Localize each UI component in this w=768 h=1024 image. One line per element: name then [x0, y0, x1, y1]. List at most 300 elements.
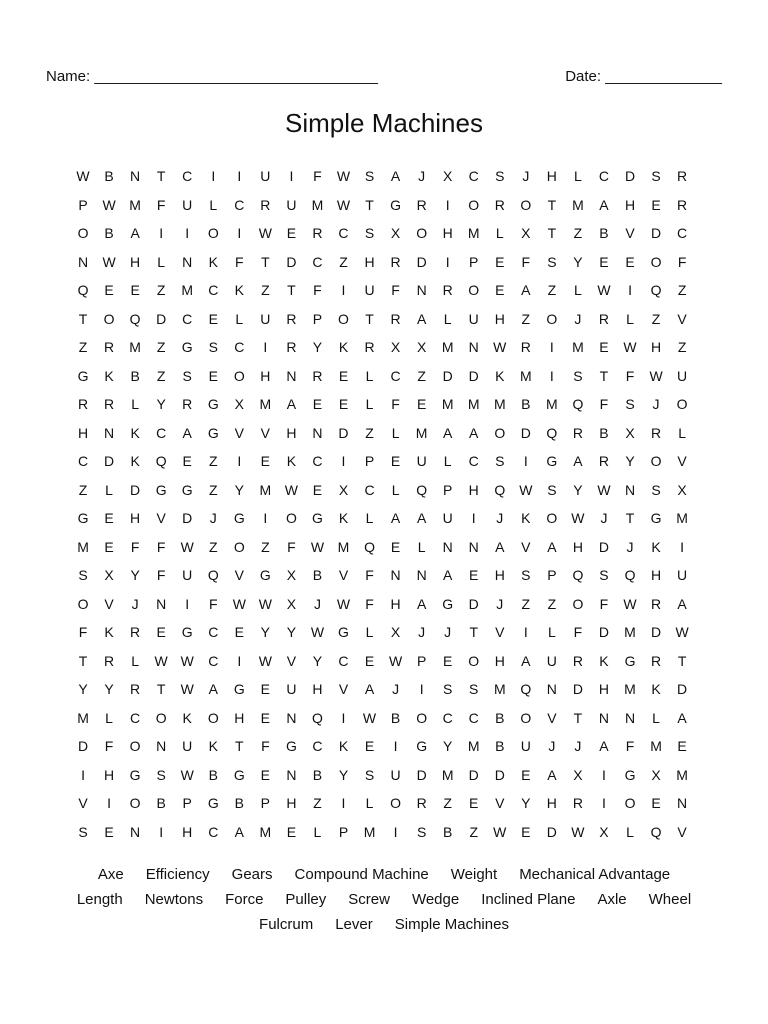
grid-letter[interactable]: L — [574, 282, 582, 299]
grid-letter[interactable]: Y — [521, 795, 531, 812]
grid-letter[interactable]: W — [362, 709, 377, 726]
name-field[interactable]: Name: __________________________________ — [46, 68, 378, 85]
grid-letter[interactable]: R — [286, 310, 297, 327]
grid-letter[interactable]: Y — [234, 481, 244, 498]
grid-letter[interactable]: A — [416, 310, 427, 327]
grid-letter[interactable]: X — [390, 339, 401, 356]
grid-letter[interactable]: Y — [260, 624, 271, 641]
grid-letter[interactable]: B — [599, 225, 609, 242]
grid-letter[interactable]: O — [468, 196, 480, 213]
grid-letter[interactable]: G — [207, 795, 219, 812]
grid-letter[interactable]: O — [468, 652, 480, 669]
grid-letter[interactable]: S — [78, 567, 88, 584]
grid-letter[interactable]: C — [182, 168, 193, 185]
grid-letter[interactable]: W — [154, 652, 168, 669]
grid-letter[interactable]: J — [522, 168, 530, 185]
grid-letter[interactable]: F — [521, 253, 531, 270]
grid-letter[interactable]: Y — [156, 396, 166, 413]
grid-letter[interactable]: W — [180, 538, 194, 555]
grid-letter[interactable]: H — [390, 595, 401, 612]
grid-letter[interactable]: A — [416, 510, 427, 527]
grid-letter[interactable]: R — [260, 196, 271, 213]
grid-letter[interactable]: N — [468, 339, 479, 356]
grid-letter[interactable]: B — [312, 766, 323, 783]
grid-letter[interactable]: W — [180, 652, 194, 669]
grid-letter[interactable]: C — [130, 709, 141, 726]
grid-letter[interactable]: E — [469, 795, 479, 812]
grid-letter[interactable]: W — [571, 823, 585, 840]
grid-letter[interactable]: E — [234, 624, 244, 641]
grid-letter[interactable]: C — [208, 624, 219, 641]
grid-letter[interactable]: E — [312, 396, 323, 413]
grid-letter[interactable]: D — [624, 168, 636, 185]
grid-letter[interactable]: R — [677, 168, 688, 185]
grid-letter[interactable]: E — [521, 823, 531, 840]
grid-letter[interactable]: C — [598, 168, 610, 185]
grid-letter[interactable]: C — [390, 367, 401, 384]
grid-letter[interactable]: G — [181, 339, 193, 356]
grid-letter[interactable]: E — [443, 652, 453, 669]
grid-letter[interactable]: J — [444, 624, 452, 641]
grid-letter[interactable]: I — [628, 282, 632, 299]
grid-letter[interactable]: N — [312, 424, 323, 441]
grid-letter[interactable]: L — [313, 823, 322, 840]
grid-letter[interactable]: T — [573, 709, 583, 726]
grid-letter[interactable]: Q — [650, 282, 662, 299]
grid-letter[interactable]: H — [624, 196, 636, 213]
grid-letter[interactable]: U — [390, 766, 401, 783]
grid-letter[interactable]: Z — [339, 253, 348, 270]
grid-letter[interactable]: F — [625, 367, 635, 384]
grid-letter[interactable]: D — [650, 225, 662, 242]
grid-letter[interactable]: W — [258, 652, 272, 669]
grid-letter[interactable]: Q — [155, 453, 167, 470]
grid-letter[interactable]: J — [626, 538, 634, 555]
grid-letter[interactable]: D — [598, 624, 610, 641]
grid-letter[interactable]: O — [285, 510, 297, 527]
grid-letter[interactable]: L — [574, 168, 582, 185]
grid-letter[interactable]: C — [77, 453, 89, 470]
grid-letter[interactable]: R — [364, 339, 375, 356]
grid-letter[interactable]: M — [676, 510, 688, 527]
grid-letter[interactable]: T — [261, 253, 270, 270]
grid-letter[interactable]: R — [650, 424, 662, 441]
grid-letter[interactable]: P — [416, 652, 427, 669]
grid-letter[interactable]: Z — [651, 310, 661, 327]
grid-letter[interactable]: X — [677, 481, 687, 498]
grid-letter[interactable]: A — [208, 681, 218, 698]
grid-letter[interactable]: G — [233, 510, 245, 527]
grid-letter[interactable]: H — [650, 339, 662, 356]
grid-letter[interactable]: Z — [261, 282, 270, 299]
grid-letter[interactable]: F — [625, 738, 635, 755]
grid-letter[interactable]: M — [493, 396, 506, 413]
grid-letter[interactable]: B — [495, 738, 505, 755]
grid-letter[interactable]: K — [182, 709, 192, 726]
grid-letter[interactable]: G — [546, 453, 558, 470]
grid-letter[interactable]: B — [104, 225, 114, 242]
grid-letter[interactable]: E — [416, 396, 427, 413]
grid-letter[interactable]: T — [235, 738, 244, 755]
grid-letter[interactable]: N — [286, 709, 297, 726]
grid-letter[interactable]: O — [129, 795, 141, 812]
grid-letter[interactable]: O — [390, 795, 402, 812]
grid-letter[interactable]: I — [263, 510, 268, 527]
grid-letter[interactable]: N — [156, 595, 167, 612]
grid-letter[interactable]: M — [441, 396, 454, 413]
grid-letter[interactable]: J — [496, 595, 504, 612]
grid-letter[interactable]: X — [286, 567, 297, 584]
grid-letter[interactable]: Q — [494, 481, 506, 498]
grid-letter[interactable]: W — [180, 681, 194, 698]
grid-letter[interactable]: U — [468, 310, 479, 327]
grid-letter[interactable]: H — [130, 253, 141, 270]
grid-letter[interactable]: T — [469, 624, 478, 641]
grid-letter[interactable]: M — [572, 196, 584, 213]
grid-letter[interactable]: L — [417, 538, 426, 555]
grid-letter[interactable]: B — [390, 709, 401, 726]
grid-letter[interactable]: R — [416, 196, 427, 213]
grid-letter[interactable]: C — [312, 738, 323, 755]
grid-letter[interactable]: Z — [208, 538, 218, 555]
grid-letter[interactable]: A — [364, 681, 375, 698]
grid-letter[interactable]: W — [388, 652, 403, 669]
grid-letter[interactable]: Q — [77, 282, 89, 299]
grid-letter[interactable]: X — [573, 766, 583, 783]
grid-letter[interactable]: E — [104, 538, 114, 555]
grid-letter[interactable]: F — [365, 595, 374, 612]
grid-letter[interactable]: G — [233, 766, 245, 783]
grid-letter[interactable]: I — [237, 652, 242, 669]
grid-letter[interactable]: D — [77, 738, 89, 755]
grid-letter[interactable]: L — [652, 709, 660, 726]
grid-letter[interactable]: K — [651, 538, 661, 555]
grid-letter[interactable]: L — [365, 510, 374, 527]
grid-letter[interactable]: C — [364, 481, 375, 498]
grid-letter[interactable]: E — [469, 567, 479, 584]
grid-letter[interactable]: Z — [78, 339, 88, 356]
grid-letter[interactable]: P — [443, 481, 453, 498]
grid-letter[interactable]: O — [494, 424, 506, 441]
grid-letter[interactable]: E — [104, 823, 114, 840]
grid-letter[interactable]: V — [234, 424, 244, 441]
grid-letter[interactable]: C — [156, 424, 167, 441]
grid-letter[interactable]: Y — [443, 738, 453, 755]
grid-letter[interactable]: R — [572, 424, 583, 441]
grid-letter[interactable]: H — [234, 709, 245, 726]
grid-letter[interactable]: O — [416, 709, 428, 726]
grid-letter[interactable]: V — [625, 225, 635, 242]
grid-letter[interactable]: E — [260, 709, 271, 726]
grid-letter[interactable]: Y — [78, 681, 88, 698]
grid-letter[interactable]: H — [546, 795, 557, 812]
grid-letter[interactable]: M — [363, 823, 376, 840]
grid-letter[interactable]: G — [77, 510, 89, 527]
grid-letter[interactable]: I — [393, 738, 398, 755]
grid-letter[interactable]: I — [237, 453, 242, 470]
grid-letter[interactable]: D — [156, 310, 167, 327]
grid-letter[interactable]: J — [131, 595, 139, 612]
grid-letter[interactable]: V — [260, 424, 271, 441]
grid-letter[interactable]: N — [468, 538, 479, 555]
grid-letter[interactable]: J — [392, 681, 400, 698]
grid-letter[interactable]: W — [571, 510, 585, 527]
grid-letter[interactable]: P — [312, 310, 323, 327]
grid-letter[interactable]: U — [182, 567, 193, 584]
grid-letter[interactable]: T — [599, 367, 609, 384]
grid-letter[interactable]: M — [259, 481, 272, 498]
grid-letter[interactable]: A — [286, 396, 297, 413]
grid-letter[interactable]: W — [649, 367, 663, 384]
grid-letter[interactable]: F — [599, 396, 609, 413]
grid-letter[interactable]: Z — [78, 481, 88, 498]
grid-letter[interactable]: U — [182, 738, 193, 755]
grid-letter[interactable]: A — [443, 567, 453, 584]
grid-letter[interactable]: F — [156, 567, 166, 584]
grid-letter[interactable]: R — [104, 396, 115, 413]
grid-letter[interactable]: D — [650, 624, 662, 641]
grid-letter[interactable]: S — [495, 453, 505, 470]
grid-letter[interactable]: C — [234, 196, 245, 213]
grid-letter[interactable]: E — [495, 253, 505, 270]
grid-letter[interactable]: L — [495, 225, 504, 242]
grid-letter[interactable]: V — [338, 681, 349, 698]
grid-letter[interactable]: F — [287, 538, 296, 555]
grid-letter[interactable]: Q — [129, 310, 141, 327]
grid-letter[interactable]: K — [104, 624, 114, 641]
grid-letter[interactable]: D — [130, 481, 141, 498]
grid-letter[interactable]: O — [129, 738, 141, 755]
grid-letter[interactable]: S — [651, 481, 661, 498]
grid-letter[interactable]: O — [233, 367, 245, 384]
grid-letter[interactable]: R — [390, 253, 401, 270]
grid-letter[interactable]: B — [130, 367, 140, 384]
grid-letter[interactable]: C — [208, 652, 219, 669]
grid-letter[interactable]: N — [677, 795, 688, 812]
grid-letter[interactable]: V — [286, 652, 297, 669]
grid-letter[interactable]: R — [416, 795, 427, 812]
grid-letter[interactable]: C — [208, 282, 219, 299]
grid-letter[interactable]: H — [650, 567, 662, 584]
grid-letter[interactable]: D — [572, 681, 583, 698]
grid-letter[interactable]: D — [416, 253, 427, 270]
grid-letter[interactable]: Z — [547, 595, 557, 612]
grid-letter[interactable]: Z — [208, 481, 218, 498]
grid-letter[interactable]: E — [260, 681, 271, 698]
grid-letter[interactable]: O — [233, 538, 245, 555]
grid-letter[interactable]: Y — [104, 681, 114, 698]
grid-letter[interactable]: Q — [572, 567, 584, 584]
grid-letter[interactable]: I — [237, 168, 242, 185]
grid-letter[interactable]: G — [259, 567, 271, 584]
grid-letter[interactable]: M — [311, 196, 324, 213]
grid-letter[interactable]: S — [364, 225, 375, 242]
grid-letter[interactable]: T — [156, 681, 166, 698]
grid-letter[interactable]: N — [416, 567, 427, 584]
grid-letter[interactable]: D — [286, 253, 297, 270]
grid-letter[interactable]: E — [521, 766, 531, 783]
grid-letter[interactable]: E — [286, 823, 297, 840]
grid-letter[interactable]: Z — [521, 310, 531, 327]
grid-letter[interactable]: Q — [572, 396, 584, 413]
grid-letter[interactable]: B — [208, 766, 218, 783]
date-field[interactable]: Date: ______________ — [565, 68, 722, 85]
grid-letter[interactable]: U — [182, 196, 193, 213]
grid-letter[interactable]: D — [416, 766, 427, 783]
grid-letter[interactable]: M — [546, 396, 558, 413]
grid-letter[interactable]: N — [182, 253, 193, 270]
grid-letter[interactable]: I — [549, 339, 554, 356]
grid-letter[interactable]: E — [312, 481, 323, 498]
grid-letter[interactable]: O — [207, 225, 219, 242]
grid-letter[interactable]: R — [650, 595, 662, 612]
grid-letter[interactable]: N — [546, 681, 557, 698]
grid-letter[interactable]: S — [547, 481, 557, 498]
grid-letter[interactable]: L — [626, 823, 634, 840]
grid-letter[interactable]: S — [364, 766, 375, 783]
grid-letter[interactable]: U — [546, 652, 557, 669]
grid-letter[interactable]: R — [104, 652, 115, 669]
grid-letter[interactable]: O — [207, 709, 219, 726]
grid-letter[interactable]: N — [130, 823, 141, 840]
grid-letter[interactable]: E — [260, 453, 271, 470]
grid-letter[interactable]: W — [76, 168, 90, 185]
grid-letter[interactable]: R — [494, 196, 505, 213]
grid-letter[interactable]: L — [365, 624, 374, 641]
grid-letter[interactable]: H — [130, 510, 141, 527]
grid-letter[interactable]: G — [207, 424, 219, 441]
grid-letter[interactable]: E — [208, 367, 218, 384]
grid-letter[interactable]: S — [495, 168, 505, 185]
grid-letter[interactable]: G — [442, 595, 454, 612]
grid-letter[interactable]: M — [441, 766, 454, 783]
grid-letter[interactable]: M — [259, 396, 272, 413]
grid-letter[interactable]: M — [467, 225, 480, 242]
grid-letter[interactable]: F — [313, 282, 322, 299]
grid-letter[interactable]: X — [234, 396, 244, 413]
grid-letter[interactable]: E — [208, 310, 218, 327]
grid-letter[interactable]: X — [104, 567, 114, 584]
grid-letter[interactable]: S — [521, 567, 531, 584]
grid-letter[interactable]: O — [572, 595, 584, 612]
grid-letter[interactable]: W — [597, 282, 611, 299]
grid-letter[interactable]: T — [365, 196, 374, 213]
grid-letter[interactable]: W — [284, 481, 298, 498]
grid-letter[interactable]: I — [602, 795, 606, 812]
grid-letter[interactable]: N — [286, 766, 297, 783]
grid-letter[interactable]: O — [520, 709, 532, 726]
grid-letter[interactable]: L — [235, 310, 244, 327]
grid-letter[interactable]: P — [338, 823, 349, 840]
grid-letter[interactable]: E — [286, 225, 297, 242]
grid-letter[interactable]: O — [520, 196, 532, 213]
grid-letter[interactable]: M — [441, 339, 454, 356]
grid-letter[interactable]: L — [391, 424, 400, 441]
grid-letter[interactable]: I — [393, 823, 398, 840]
grid-letter[interactable]: E — [338, 396, 349, 413]
grid-letter[interactable]: H — [546, 168, 557, 185]
grid-letter[interactable]: D — [468, 367, 479, 384]
grid-letter[interactable]: G — [233, 681, 245, 698]
grid-letter[interactable]: M — [572, 339, 584, 356]
grid-letter[interactable]: N — [104, 424, 115, 441]
grid-letter[interactable]: R — [650, 652, 662, 669]
grid-letter[interactable]: H — [104, 766, 115, 783]
grid-letter[interactable]: G — [181, 624, 193, 641]
grid-letter[interactable]: Z — [365, 424, 374, 441]
grid-letter[interactable]: W — [102, 253, 116, 270]
grid-letter[interactable]: M — [181, 282, 194, 299]
grid-letter[interactable]: X — [521, 225, 531, 242]
grid-letter[interactable]: C — [442, 709, 453, 726]
grid-letter[interactable]: O — [155, 709, 167, 726]
grid-letter[interactable]: H — [286, 795, 297, 812]
grid-letter[interactable]: Z — [156, 367, 166, 384]
grid-letter[interactable]: Z — [677, 339, 687, 356]
grid-letter[interactable]: Y — [286, 624, 297, 641]
grid-letter[interactable]: X — [338, 481, 349, 498]
grid-letter[interactable]: W — [623, 339, 637, 356]
grid-letter[interactable]: E — [156, 624, 166, 641]
grid-letter[interactable]: H — [598, 681, 610, 698]
grid-letter[interactable]: L — [626, 310, 634, 327]
grid-letter[interactable]: A — [390, 168, 401, 185]
grid-letter[interactable]: V — [677, 453, 687, 470]
grid-letter[interactable]: T — [78, 652, 88, 669]
grid-letter[interactable]: E — [599, 339, 609, 356]
grid-letter[interactable]: J — [600, 510, 608, 527]
grid-letter[interactable]: J — [548, 738, 556, 755]
grid-letter[interactable]: M — [624, 624, 636, 641]
grid-letter[interactable]: Q — [546, 424, 558, 441]
grid-letter[interactable]: L — [391, 481, 400, 498]
grid-letter[interactable]: N — [390, 567, 401, 584]
grid-letter[interactable]: I — [263, 339, 268, 356]
grid-letter[interactable]: D — [598, 538, 610, 555]
grid-letter[interactable]: L — [678, 424, 686, 441]
grid-letter[interactable]: B — [521, 396, 531, 413]
grid-letter[interactable]: G — [338, 624, 349, 641]
grid-letter[interactable]: X — [390, 624, 401, 641]
grid-letter[interactable]: A — [416, 595, 427, 612]
grid-letter[interactable]: Q — [416, 481, 428, 498]
grid-letter[interactable]: L — [105, 709, 113, 726]
grid-letter[interactable]: I — [185, 225, 190, 242]
grid-letter[interactable]: Y — [312, 339, 323, 356]
grid-letter[interactable]: W — [336, 595, 351, 612]
grid-letter[interactable]: C — [312, 453, 323, 470]
grid-letter[interactable]: R — [572, 652, 583, 669]
grid-letter[interactable]: O — [103, 310, 115, 327]
grid-letter[interactable]: W — [336, 168, 351, 185]
grid-letter[interactable]: V — [677, 310, 687, 327]
grid-letter[interactable]: H — [286, 424, 297, 441]
grid-letter[interactable]: M — [337, 538, 350, 555]
grid-letter[interactable]: O — [546, 310, 558, 327]
grid-letter[interactable]: F — [235, 253, 244, 270]
grid-letter[interactable]: Q — [364, 538, 375, 555]
grid-letter[interactable]: J — [496, 510, 504, 527]
grid-letter[interactable]: Q — [312, 709, 323, 726]
grid-letter[interactable]: F — [104, 738, 114, 755]
grid-letter[interactable]: W — [258, 595, 272, 612]
grid-letter[interactable]: A — [677, 595, 687, 612]
grid-letter[interactable]: O — [546, 510, 558, 527]
grid-letter[interactable]: W — [675, 624, 689, 641]
grid-letter[interactable]: C — [208, 823, 219, 840]
grid-letter[interactable]: R — [442, 282, 453, 299]
grid-letter[interactable]: A — [547, 766, 557, 783]
